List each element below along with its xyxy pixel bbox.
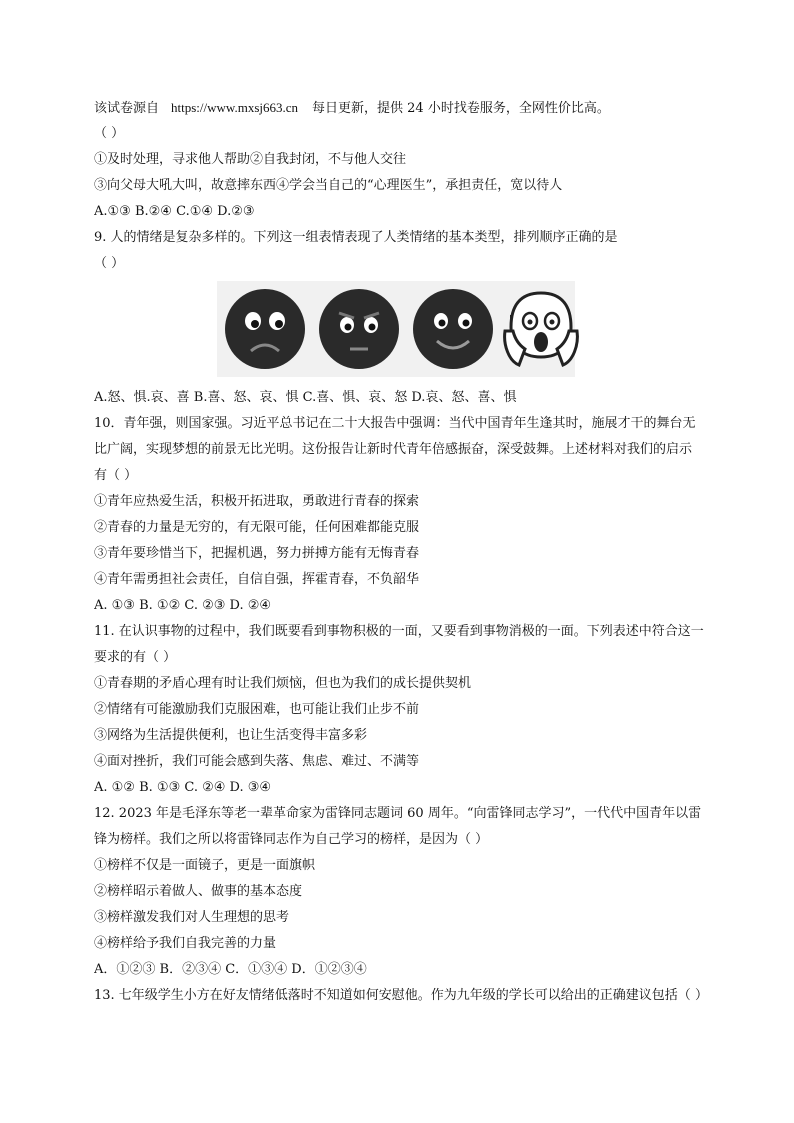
- header-prefix: 该试卷源自: [94, 101, 160, 116]
- q10-item-1: ①青年应热爱生活，积极开拓进取，勇敢进行青春的探索: [94, 494, 420, 509]
- source-header: [94, 95, 704, 121]
- angry-face-icon: [317, 287, 401, 371]
- q9-options: A.怒、惧.哀、喜 B.喜、怒、哀、惧 C.喜、惧、哀、怒 D.哀、怒、喜、惧: [94, 390, 517, 405]
- q10-item-3: ③青年要珍惜当下，把握机遇，努力拼搏方能有无悔青春: [94, 546, 420, 561]
- q11-item-4: ④面对挫折，我们可能会感到失落、焦虑、难过、不满等: [94, 754, 420, 769]
- q8-item-2: ③向父母大吼大叫，故意摔东西④学会当自己的“心理医生”，承担责任，宽以待人: [94, 178, 563, 193]
- q11-item-2: ②情绪有可能激励我们克服困难，也可能让我们止步不前: [94, 702, 420, 717]
- q8-item-1: ①及时处理，寻求他人帮助②自我封闭，不与他人交往: [94, 152, 407, 167]
- header-suffix: 每日更新，提供 24 小时找卷服务，全网性价比高。: [312, 101, 610, 116]
- q10-options: A. ①③ B. ①② C. ②③ D. ②④: [94, 598, 272, 613]
- q11-options: A. ①② B. ①③ C. ②④ D. ③④: [94, 780, 272, 795]
- happy-face-icon: [411, 287, 495, 371]
- q11-item-1: ①青春期的矛盾心理有时让我们烦恼，但也为我们的成长提供契机: [94, 676, 472, 691]
- q11-item-3: ③网络为生活提供便利，也让生活变得丰富多彩: [94, 728, 368, 743]
- q12-item-2: ②榜样昭示着做人、做事的基本态度: [94, 884, 303, 899]
- q12-item-3: ③榜样激发我们对人生理想的思考: [94, 910, 290, 925]
- q10-item-4: ④青年需勇担社会责任，自信自强，挥霍青春，不负韶华: [94, 572, 420, 587]
- q11-stem: 11. 在认识事物的过程中，我们既要看到事物积极的一面，又要看到事物消极的一面。下列表述中符合这一要求的有（ ）: [94, 624, 704, 665]
- q9-blank: （ ）: [94, 256, 125, 271]
- q12-item-4: ④榜样给予我们自我完善的力量: [94, 936, 277, 951]
- q13-stem: 13. 七年级学生小方在好友情绪低落时不知道如何安慰他。作为九年级的学长可以给出的正确建议包括（ ）: [94, 988, 708, 1003]
- source-link[interactable]: https://www.mxsj663.cn: [171, 100, 299, 115]
- q8-blank: （ ）: [94, 126, 125, 141]
- q12-item-1: ①榜样不仅是一面镜子，更是一面旗帜: [94, 858, 316, 873]
- q10-stem: 10．青年强，则国家强。习近平总书记在二十大报告中强调：当代中国青年生逢其时，施展才干的舞台无比广阔，实现梦想的前景无比光明。这份报告让新时代青年倍感振奋，深受鼓舞。上述材料对我们的启示有（ ）: [94, 416, 696, 483]
- q12-stem: 12. 2023 年是毛泽东等老一辈革命家为雷锋同志题词 60 周年。“向雷锋同志学习”，一代代中国青年以雷锋为榜样。我们之所以将雷锋同志作为自己学习的榜样，是因为（ ）: [94, 806, 702, 847]
- q10-item-2: ②青春的力量是无穷的，有无限可能，任何困难都能克服: [94, 520, 420, 535]
- scared-face-icon: [499, 287, 583, 371]
- emotion-faces-panel: [217, 281, 575, 377]
- emotion-faces-figure: [94, 281, 704, 385]
- exam-page: [94, 95, 708, 1009]
- q12-options: A．①②③ B．②③④ C．①③④ D．①②③④: [94, 962, 367, 977]
- q9-stem: 9. 人的情绪是复杂多样的。下列这一组表情表现了人类情绪的基本类型，排列顺序正确的是: [94, 230, 618, 245]
- q8-options: A.①③ B.②④ C.①④ D.②③: [94, 204, 255, 219]
- sad-face-icon: [223, 287, 307, 371]
